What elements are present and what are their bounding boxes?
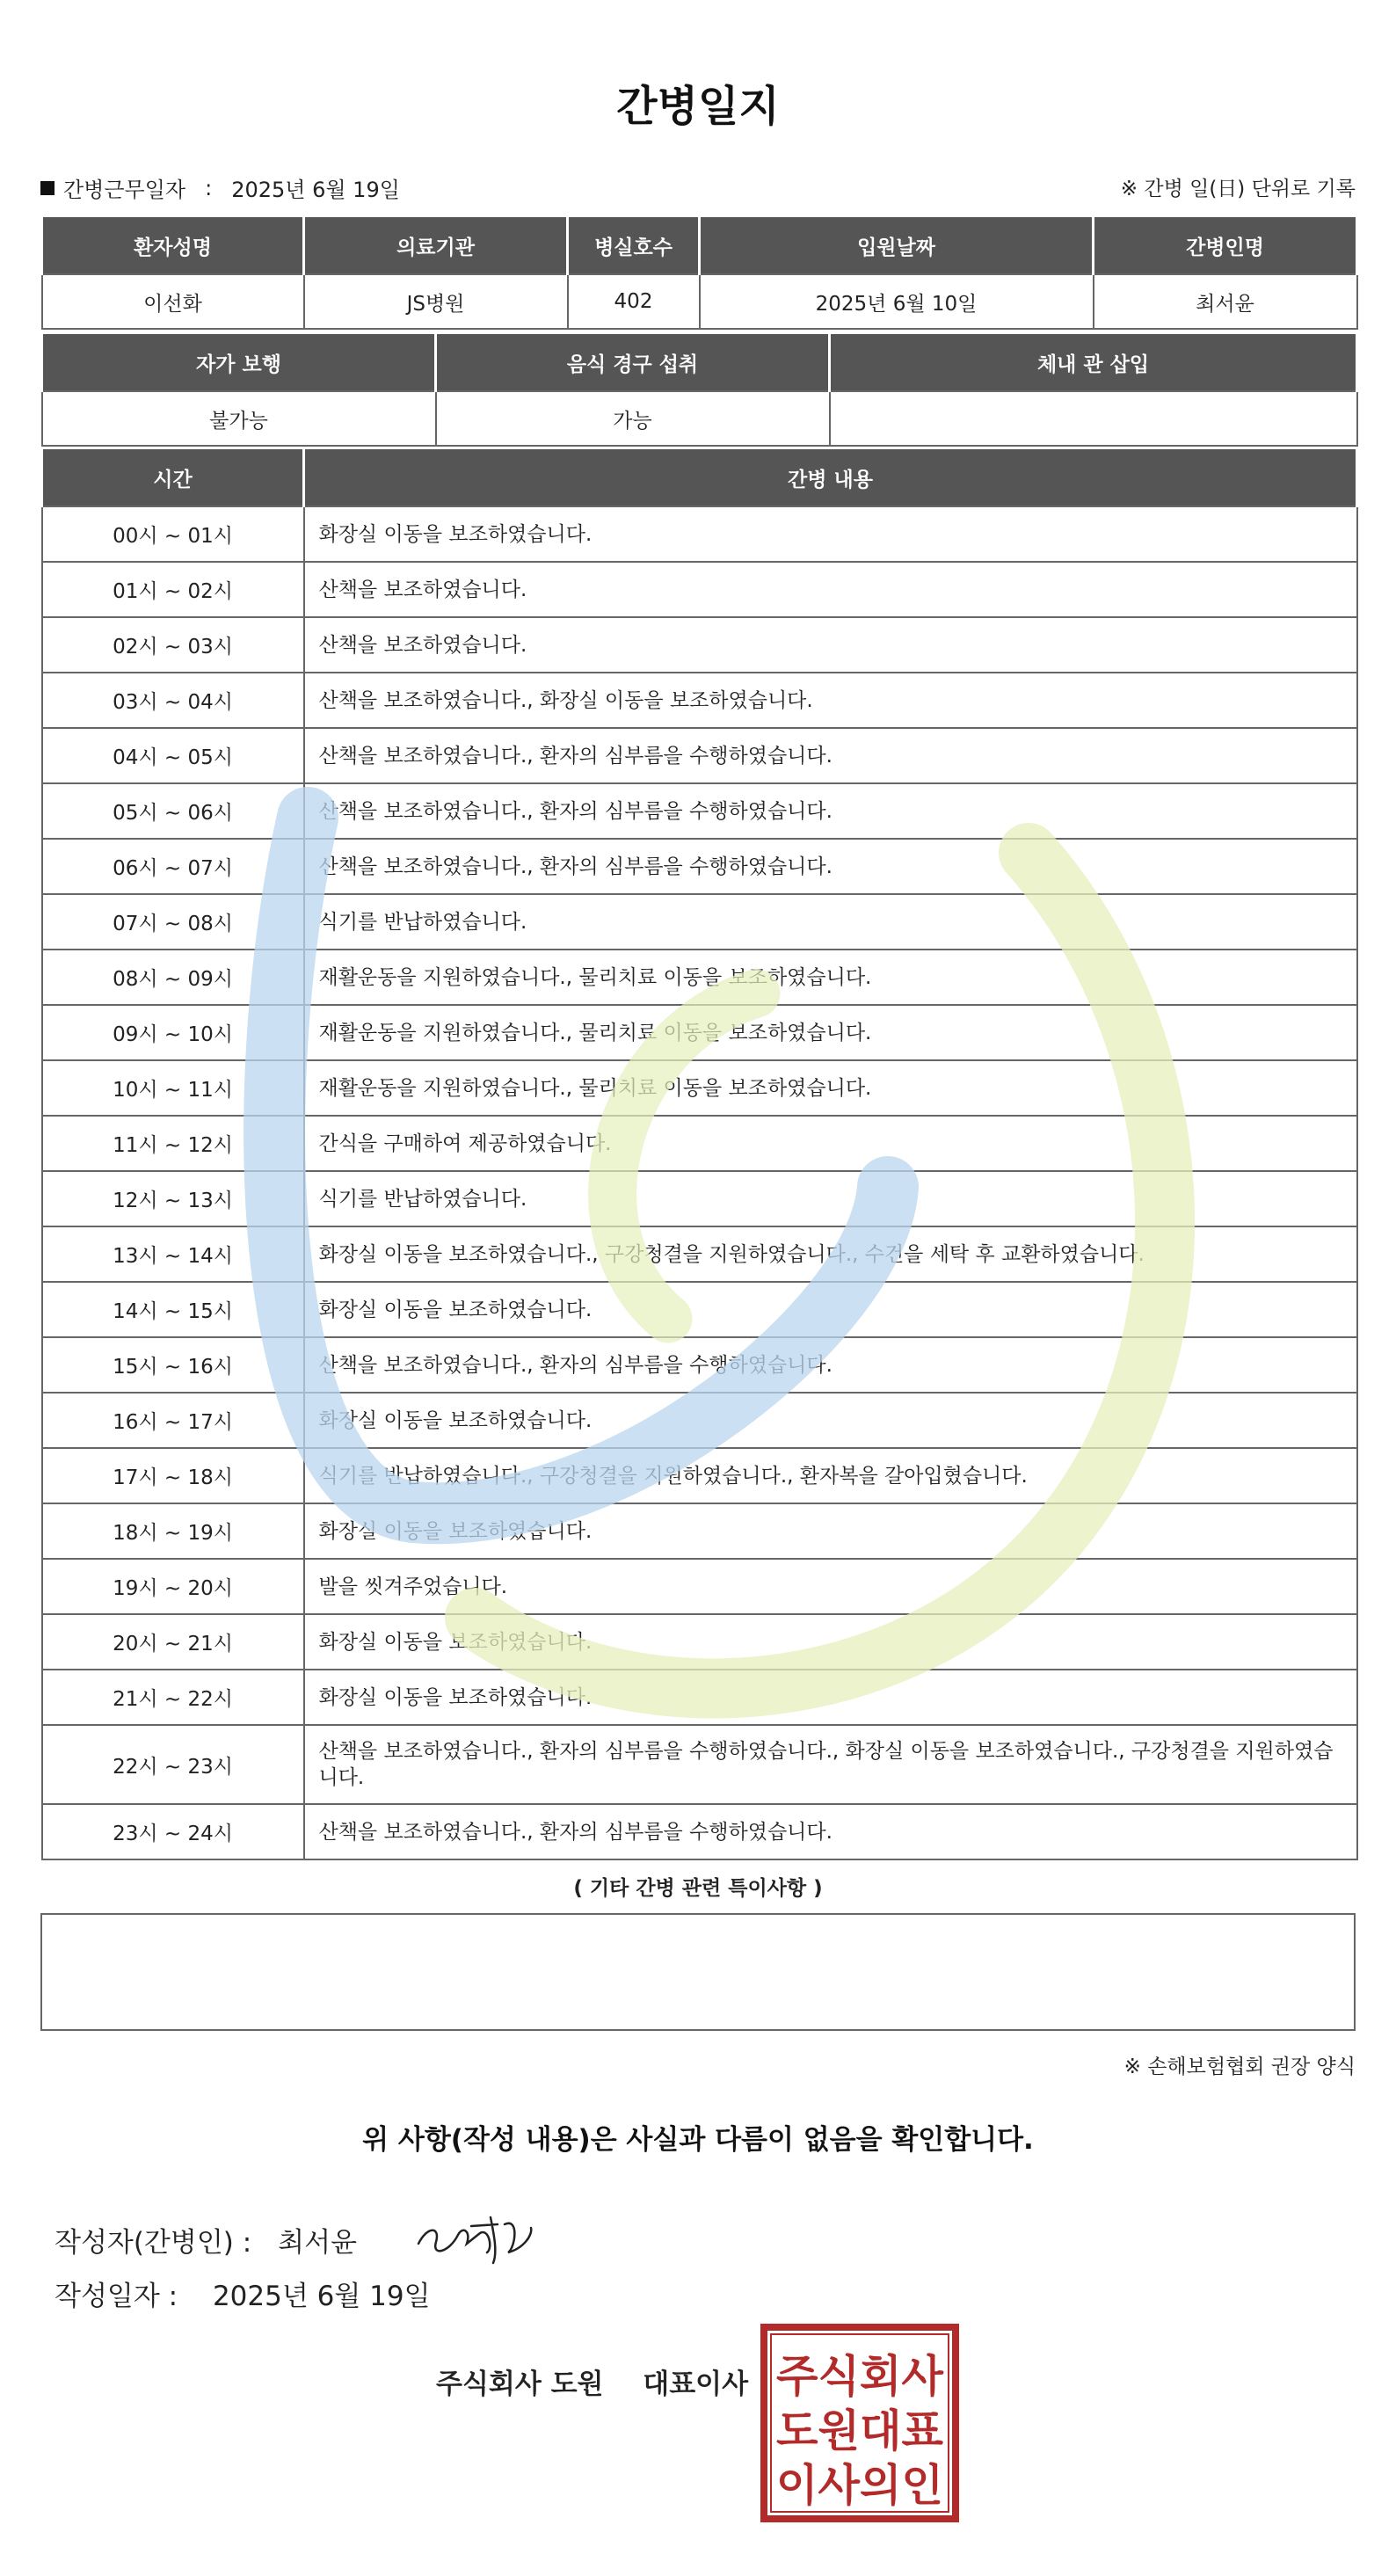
care-date-separator: : bbox=[205, 175, 213, 200]
care-log-time: 10시 ~ 11시 bbox=[42, 1060, 304, 1116]
written-date-line bbox=[55, 2274, 431, 2313]
written-date-value: 2025년 6월 19일 bbox=[212, 2281, 431, 2312]
care-log-row bbox=[42, 1670, 1357, 1725]
care-log-content: 식기를 반납하였습니다. bbox=[304, 894, 1357, 950]
care-log-time: 16시 ~ 17시 bbox=[42, 1393, 304, 1448]
company-seal-stamp bbox=[760, 2323, 960, 2523]
care-date-value: 2025년 6월 19일 bbox=[231, 178, 400, 202]
care-log-row bbox=[42, 1448, 1357, 1503]
caregiver-name: 최서윤 bbox=[1094, 274, 1357, 329]
patient-status-table bbox=[40, 334, 1358, 447]
care-log-content: 화장실 이동을 보조하였습니다. bbox=[304, 1393, 1357, 1448]
care-log-content: 산책을 보조하였습니다., 화장실 이동을 보조하였습니다. bbox=[304, 673, 1357, 728]
remarks-title: ( 기타 간병 관련 특이사항 ) bbox=[573, 1877, 823, 1900]
care-log-row bbox=[42, 506, 1357, 562]
care-log-row bbox=[42, 1282, 1357, 1337]
care-log-content: 산책을 보조하였습니다. bbox=[304, 617, 1357, 673]
care-log-content: 화장실 이동을 보조하였습니다. bbox=[304, 1670, 1357, 1725]
care-log-row bbox=[42, 1226, 1357, 1282]
header-caregiver-name: 간병인명 bbox=[1094, 217, 1357, 274]
care-log-row bbox=[42, 1614, 1357, 1670]
header-self-walking: 자가 보행 bbox=[42, 334, 436, 391]
care-log-time: 06시 ~ 07시 bbox=[42, 839, 304, 894]
care-log-header-row bbox=[42, 449, 1357, 506]
header-hospital: 의료기관 bbox=[304, 217, 568, 274]
care-log-row bbox=[42, 728, 1357, 783]
care-date bbox=[40, 172, 400, 203]
care-log-content: 화장실 이동을 보조하였습니다., 구강청결을 지원하였습니다., 수건을 세탁 후 교환하였습니다. bbox=[304, 1226, 1357, 1282]
care-log-table bbox=[40, 449, 1358, 1860]
bullet-square-icon bbox=[40, 181, 55, 195]
care-log-row bbox=[42, 562, 1357, 617]
care-log-time: 23시 ~ 24시 bbox=[42, 1804, 304, 1859]
writer-label: 작성자(간병인) : bbox=[55, 2226, 252, 2259]
care-log-time: 19시 ~ 20시 bbox=[42, 1559, 304, 1614]
care-log-row bbox=[42, 617, 1357, 673]
care-log-content: 산책을 보조하였습니다., 환자의 심부름을 수행하였습니다. bbox=[304, 783, 1357, 839]
care-log-content: 산책을 보조하였습니다., 환자의 심부름을 수행하였습니다. bbox=[304, 1804, 1357, 1859]
care-log-content: 재활운동을 지원하였습니다., 물리치료 이동을 보조하였습니다. bbox=[304, 1005, 1357, 1060]
care-log-time: 15시 ~ 16시 bbox=[42, 1337, 304, 1393]
written-date-label: 작성일자 : bbox=[55, 2281, 178, 2312]
care-log-row bbox=[42, 1337, 1357, 1393]
seal-text-line: 도원대표 bbox=[776, 2405, 944, 2456]
care-log-time: 17시 ~ 18시 bbox=[42, 1448, 304, 1503]
care-log-time: 22시 ~ 23시 bbox=[42, 1725, 304, 1804]
admission-date: 2025년 6월 10일 bbox=[700, 274, 1094, 329]
patient-info-header-row bbox=[42, 217, 1357, 274]
header-tube-insertion: 체내 관 삽입 bbox=[830, 334, 1357, 391]
care-log-row bbox=[42, 839, 1357, 894]
care-log-time: 21시 ~ 22시 bbox=[42, 1670, 304, 1725]
care-log-time: 05시 ~ 06시 bbox=[42, 783, 304, 839]
header-care-content: 간병 내용 bbox=[304, 449, 1357, 506]
care-log-time: 01시 ~ 02시 bbox=[42, 562, 304, 617]
care-log-content: 산책을 보조하였습니다., 환자의 심부름을 수행하였습니다. bbox=[304, 1337, 1357, 1393]
care-log-time: 03시 ~ 04시 bbox=[42, 673, 304, 728]
seal-text-line: 주식회사 bbox=[776, 2351, 944, 2402]
care-log-content: 산책을 보조하였습니다., 환자의 심부름을 수행하였습니다., 화장실 이동을 보조하였습니다., 구강청결을 지원하였습니다. bbox=[304, 1725, 1357, 1804]
care-log-row bbox=[42, 1393, 1357, 1448]
care-log-time: 08시 ~ 09시 bbox=[42, 950, 304, 1005]
confirmation-statement: 위 사항(작성 내용)은 사실과 다름이 없음을 확인합니다. bbox=[362, 2124, 1034, 2156]
care-log-row bbox=[42, 1725, 1357, 1804]
care-log-time: 11시 ~ 12시 bbox=[42, 1116, 304, 1171]
care-log-content: 화장실 이동을 보조하였습니다. bbox=[304, 1503, 1357, 1559]
header-patient-name: 환자성명 bbox=[42, 217, 304, 274]
care-log-time: 09시 ~ 10시 bbox=[42, 1005, 304, 1060]
care-log-content: 재활운동을 지원하였습니다., 물리치료 이동을 보조하였습니다. bbox=[304, 950, 1357, 1005]
care-log-row bbox=[42, 1559, 1357, 1614]
company-signoff bbox=[436, 2361, 748, 2401]
header-admission-date: 입원날짜 bbox=[700, 217, 1094, 274]
care-log-time: 02시 ~ 03시 bbox=[42, 617, 304, 673]
care-log-row bbox=[42, 950, 1357, 1005]
care-log-content: 화장실 이동을 보조하였습니다. bbox=[304, 1614, 1357, 1670]
oral-intake-value: 가능 bbox=[436, 391, 830, 446]
care-log-time: 18시 ~ 19시 bbox=[42, 1503, 304, 1559]
writer-name: 최서윤 bbox=[278, 2226, 358, 2259]
patient-info-table bbox=[40, 217, 1358, 330]
care-log-content: 재활운동을 지원하였습니다., 물리치료 이동을 보조하였습니다. bbox=[304, 1060, 1357, 1116]
care-log-content: 식기를 반납하였습니다., 구강청결을 지원하였습니다., 환자복을 갈아입혔습니다. bbox=[304, 1448, 1357, 1503]
status-header-row bbox=[42, 334, 1357, 391]
daily-record-note: ※ 간병 일(日) 단위로 기록 bbox=[1120, 178, 1356, 200]
care-log-content: 산책을 보조하였습니다., 환자의 심부름을 수행하였습니다. bbox=[304, 728, 1357, 783]
care-log-row bbox=[42, 783, 1357, 839]
seal-text-line: 이사의인 bbox=[776, 2460, 943, 2511]
self-walking-value: 불가능 bbox=[42, 391, 436, 446]
care-log-content: 화장실 이동을 보조하였습니다. bbox=[304, 506, 1357, 562]
care-log-time: 13시 ~ 14시 bbox=[42, 1226, 304, 1282]
care-log-time: 20시 ~ 21시 bbox=[42, 1614, 304, 1670]
care-log-row bbox=[42, 1804, 1357, 1859]
care-log-content: 산책을 보조하였습니다., 환자의 심부름을 수행하였습니다. bbox=[304, 839, 1357, 894]
care-log-row bbox=[42, 1171, 1357, 1226]
page-title: 간병일지 bbox=[616, 82, 780, 131]
care-log-content: 화장실 이동을 보조하였습니다. bbox=[304, 1282, 1357, 1337]
care-log-content: 산책을 보조하였습니다. bbox=[304, 562, 1357, 617]
care-log-body bbox=[42, 506, 1357, 1859]
signature-icon bbox=[410, 2209, 542, 2270]
care-date-label: 간병근무일자 bbox=[63, 178, 186, 202]
care-log-time: 04시 ~ 05시 bbox=[42, 728, 304, 783]
patient-info-value-row bbox=[42, 274, 1357, 329]
writer-line bbox=[55, 2209, 542, 2270]
header-oral-intake: 음식 경구 섭취 bbox=[436, 334, 830, 391]
company-name: 주식회사 도원 bbox=[436, 2369, 604, 2400]
care-log-content: 식기를 반납하였습니다. bbox=[304, 1171, 1357, 1226]
header-time: 시간 bbox=[42, 449, 304, 506]
hospital: JS병원 bbox=[304, 274, 568, 329]
status-value-row bbox=[42, 391, 1357, 446]
remarks-box bbox=[40, 1913, 1356, 2031]
care-log-content: 간식을 구매하여 제공하였습니다. bbox=[304, 1116, 1357, 1171]
tube-insertion-value bbox=[830, 391, 1357, 446]
care-log-row bbox=[42, 1060, 1357, 1116]
header-room-number: 병실호수 bbox=[568, 217, 700, 274]
care-log-row bbox=[42, 673, 1357, 728]
care-log-content: 발을 씻겨주었습니다. bbox=[304, 1559, 1357, 1614]
care-log-row bbox=[42, 894, 1357, 950]
patient-name: 이선화 bbox=[42, 274, 304, 329]
care-log-row bbox=[42, 1116, 1357, 1171]
representative-title: 대표이사 bbox=[643, 2369, 749, 2400]
room-number: 402 bbox=[568, 274, 700, 329]
association-note: ※ 손해보험협회 권장 양식 bbox=[1123, 2056, 1356, 2078]
care-log-row bbox=[42, 1503, 1357, 1559]
care-log-row bbox=[42, 1005, 1357, 1060]
care-log-time: 07시 ~ 08시 bbox=[42, 894, 304, 950]
care-log-time: 00시 ~ 01시 bbox=[42, 506, 304, 562]
care-log-time: 12시 ~ 13시 bbox=[42, 1171, 304, 1226]
care-log-time: 14시 ~ 15시 bbox=[42, 1282, 304, 1337]
